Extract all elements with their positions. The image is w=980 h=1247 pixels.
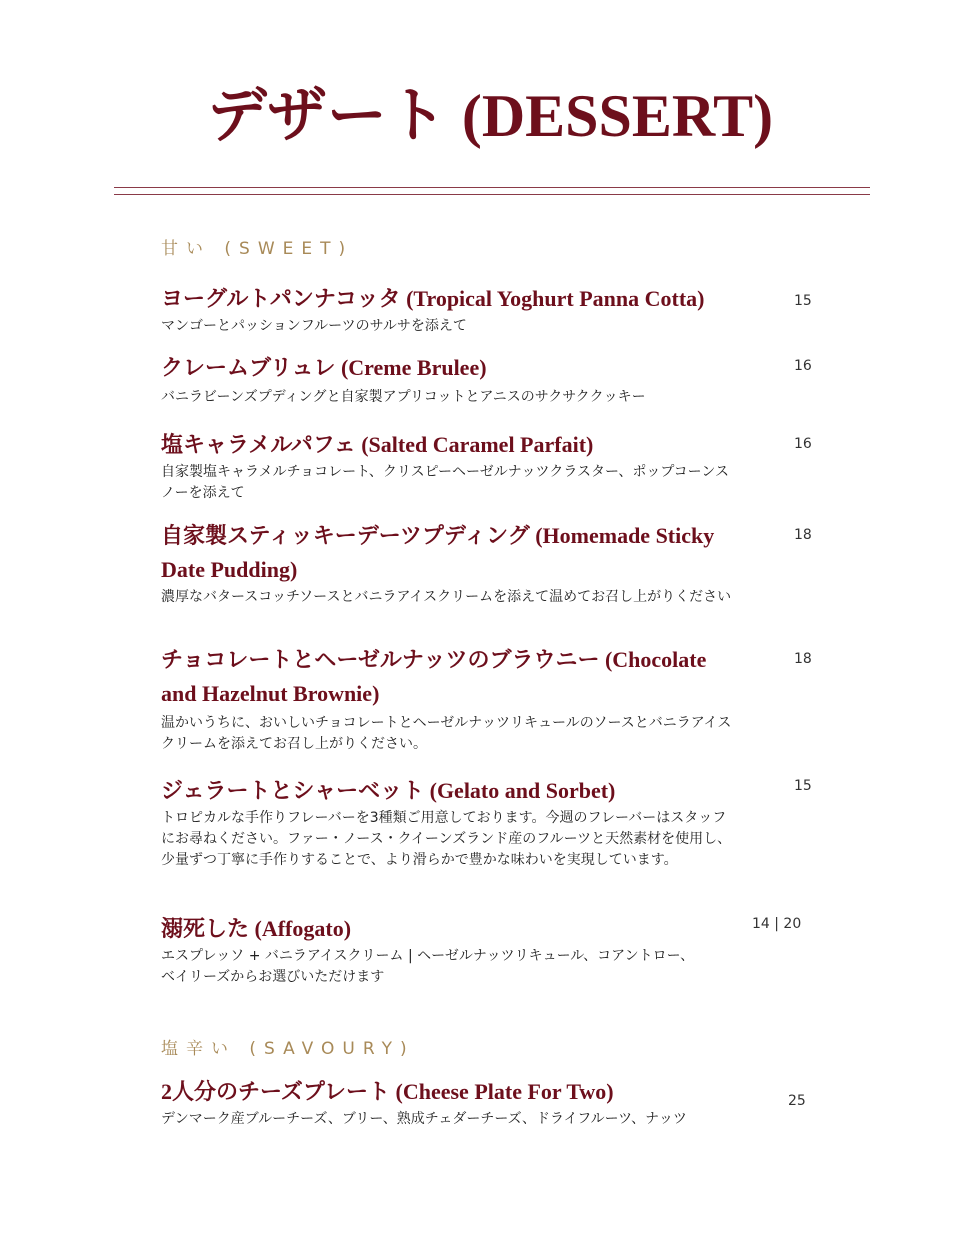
item-price: 16	[794, 358, 812, 374]
item-description: デンマーク産ブルーチーズ、ブリー、熟成チェダーチーズ、ドライフルーツ、ナッツ	[161, 1111, 687, 1127]
item-price: 14 | 20	[752, 916, 802, 932]
item-price: 25	[788, 1093, 806, 1109]
item-name: ヨーグルトパンナコッタ (Tropical Yoghurt Panna Cotta)	[161, 286, 705, 311]
section-sweet-label: 甘い (SWEET)	[161, 239, 354, 259]
item-description: 自家製塩キャラメルチョコレート、クリスピーヘーゼルナッツクラスター、ポップコーンスノーを添えて	[161, 464, 729, 501]
item-name: 塩キャラメルパフェ (Salted Caramel Parfait)	[161, 432, 594, 457]
menu-item-creme-brulee	[161, 351, 821, 408]
item-name: 2人分のチーズプレート (Cheese Plate For Two)	[161, 1079, 614, 1104]
item-description: エスプレッソ + バニラアイスクリーム | ヘーゼルナッツリキュール、コアントロー、ベイリーズからお選びいただけます	[161, 948, 695, 985]
menu-item-cheese-plate	[161, 1075, 821, 1130]
divider-top	[114, 187, 870, 188]
item-description: マンゴーとパッションフルーツのサルサを添えて	[161, 318, 467, 334]
item-description: 濃厚なバタースコッチソースとバニラアイスクリームを添えて温めてお召し上がりください	[161, 589, 732, 605]
item-price: 16	[794, 436, 812, 452]
item-description: バニラビーンズプディングと自家製アプリコットとアニスのサクサククッキー	[161, 389, 646, 405]
page-title: デザート (DESSERT)	[206, 83, 774, 149]
item-price: 18	[794, 527, 812, 543]
menu-item-affogato	[161, 912, 821, 988]
menu-item-gelato-sorbet	[161, 774, 821, 871]
item-description: トロピカルな手作りフレーバーを3種類ご用意しております。今週のフレーバーはスタッフにお尋ねください。ファー・ノース・クイーンズランド産のフルーツと天然素材を使用し、少量ずつ丁寧に手作りすることで、より滑らかで豊かな味わいを実現しています。	[161, 810, 732, 868]
item-description: 温かいうちに、おいしいチョコレートとヘーゼルナッツリキュールのソースとバニラアイスクリームを添えてお召し上がりください。	[161, 715, 732, 752]
item-name: クレームブリュレ (Creme Brulee)	[161, 355, 487, 380]
section-savoury-label: 塩辛い (SAVOURY)	[161, 1039, 415, 1059]
item-price: 18	[794, 651, 812, 667]
item-name: チョコレートとヘーゼルナッツのブラウニー (Chocolate and Hazelnut Brownie)	[161, 647, 707, 706]
divider-bottom	[114, 194, 870, 195]
menu-item-sticky-date-pudding	[161, 519, 821, 608]
menu-item-salted-caramel-parfait	[161, 428, 821, 504]
item-price: 15	[794, 293, 812, 309]
menu-item-brownie	[161, 643, 821, 755]
item-price: 15	[794, 778, 812, 794]
menu-item-panna-cotta	[161, 282, 821, 337]
item-name: ジェラートとシャーベット (Gelato and Sorbet)	[161, 778, 616, 803]
item-name: 溺死した (Affogato)	[161, 916, 352, 941]
item-name: 自家製スティッキーデーツプディング (Homemade Sticky Date Pudding)	[161, 523, 715, 582]
